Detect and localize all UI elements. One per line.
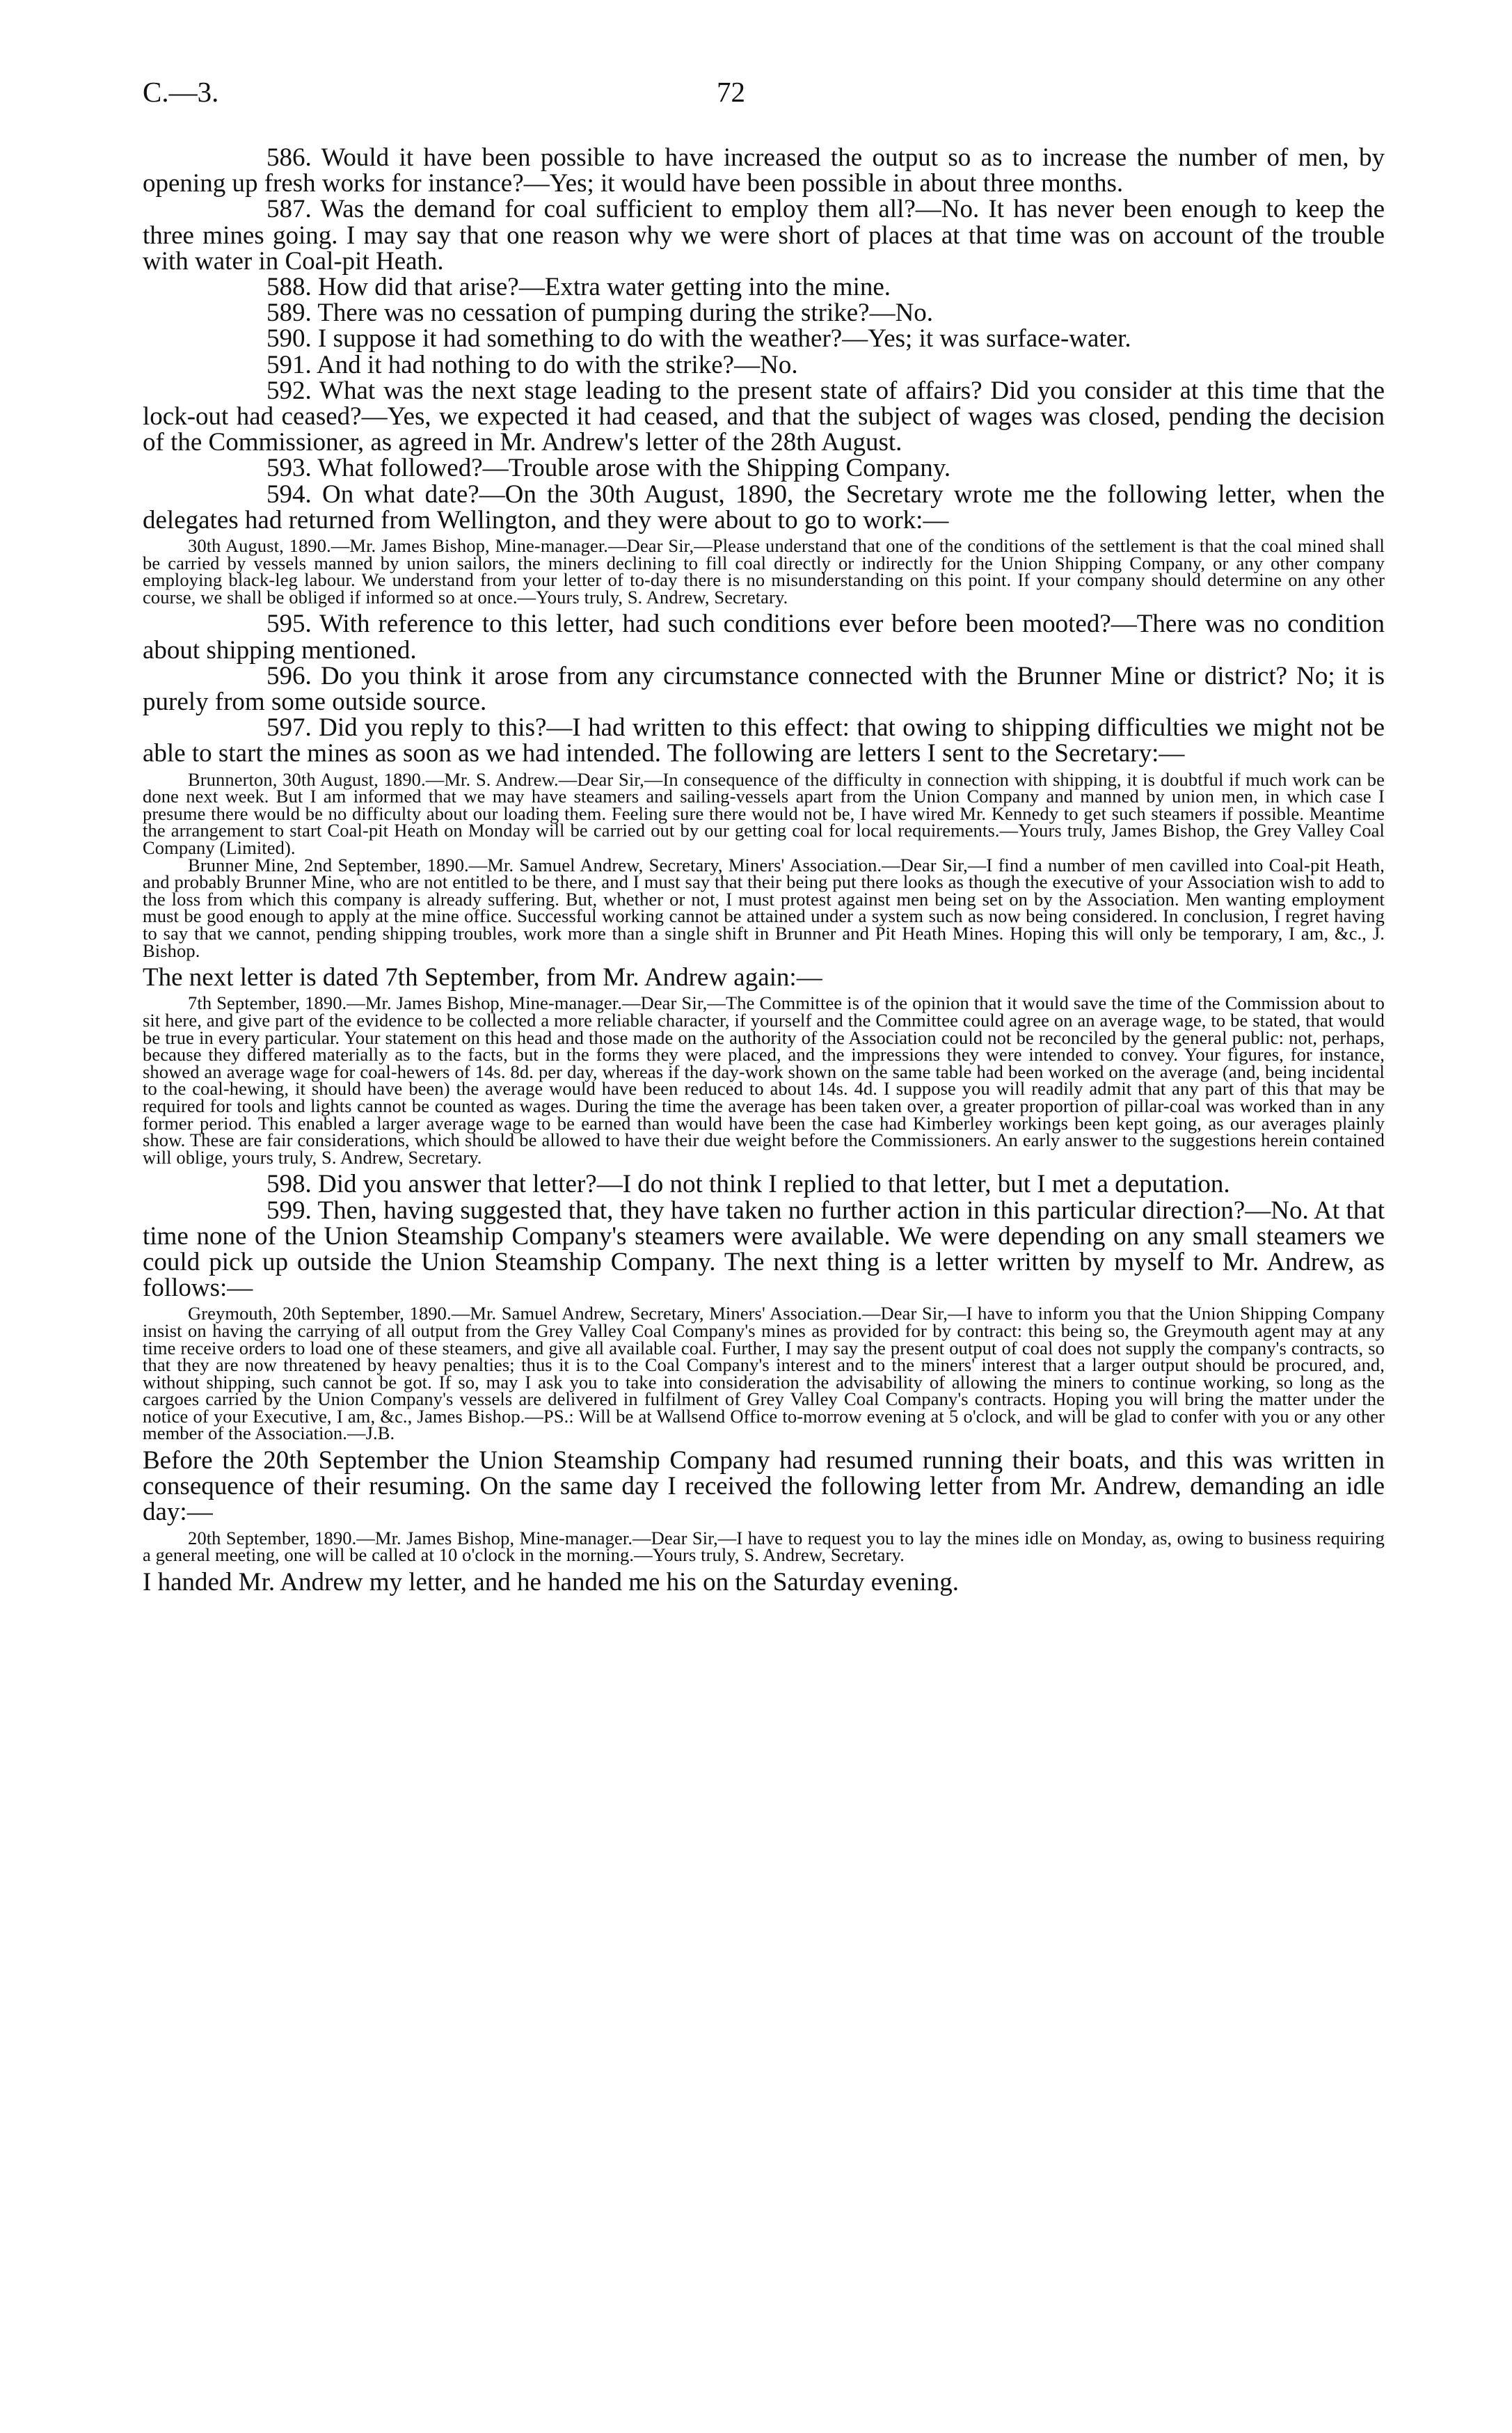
- letter-text: Greymouth, 20th September, 1890.—Mr. Samuel Andrew, Secretary, Miners' Association.—Dear Sir,—I have to inform you that the Union Shipping Company insist on having the carrying of all output from the Grey Valley Coal Company's mines as provided for by contract: this being so, the Greymouth agent may at any time receive orders to load one of these steamers, and give all available coal. Further, I may say the present output of coal does not supply the company's contracts, so that they are now threatened by heavy penalties; thus it is to the Coal Company's interest and to the miners' interest that a larger output should be procured, and, without shipping, such cannot be got. If so, may I ask you to take into consideration the advisability of allowing the miners to continue working, so long as the cargoes carried by the Union Company's vessels are delivered in fulfilment of Grey Valley Coal Company's contracts. Hoping you will bring the matter under the notice of your Executive, I am, &c., James Bishop.—PS.: Will be at Wallsend Office to-morrow evening at 5 o'clock, and will be glad to confer with you or any other member of the Association.—J.B.: [143, 1303, 1385, 1444]
- letter-text: 20th September, 1890.—Mr. James Bishop, Mine-manager.—Dear Sir,—I have to request you to lay the mines idle on Monday, as, owing to business requiring a general meeting, one will be called at 10 o'clock in the morning.—Yours truly, S. Andrew, Secretary.: [143, 1527, 1385, 1566]
- question-587: 587. Was the demand for coal sufficient to employ them all?—No. It has never been enough to keep the three mines going. I may say that one reason why we were short of places at that time was on account of the trouble with water in Coal-pit Heath.: [143, 195, 1385, 276]
- question-590: 590. I suppose it had something to do with the weather?—Yes; it was surface-water.: [266, 324, 1131, 354]
- question-591: 591. And it had nothing to do with the strike?—No.: [266, 350, 798, 379]
- letter-30-august-bishop: [143, 768, 1385, 961]
- question-594: 594. On what date?—On the 30th August, 1890, the Secretary wrote me the following letter, when the delegates had returned from Wellington, and they were about to go to work:—: [143, 480, 1385, 534]
- letter-text: Brunnerton, 30th August, 1890.—Mr. S. Andrew.—Dear Sir,—In consequence of the difficulty in connection with shipping, it is doubtful if much work can be done next week. But I am informed that we may have steamers and sailing-vessels apart from the Union Company and manned by union men, in which case I presume there would be no difficulty about our loading them. Feeling sure there would not be, I have wired Mr. Kennedy to get such steamers if possible. Meantime the arrangement to start Coal-pit Heath on Monday will be carried out by our getting coal for local requirements.—Yours truly, James Bishop, the Grey Valley Coal Company (Limited).: [143, 768, 1385, 859]
- letter-20-september-bishop: [143, 1305, 1385, 1442]
- document-code: C.—3.: [143, 76, 219, 108]
- question-588: 588. How did that arise?—Extra water getting into the mine.: [266, 273, 891, 302]
- question-599: 599. Then, having suggested that, they have taken no further action in this particular direction?—No. At that time none of the Union Steamship Company's steamers were available. We were depending on any small steamers we could pick up outside the Union Steamship Company. The next thing is a letter written by myself to Mr. Andrew, as follows:—: [143, 1196, 1385, 1303]
- question-597: 597. Did you reply to this?—I had written to this effect: that owing to shipping difficulties we might not be able to start the mines as soon as we had intended. The following are letters I sent to the Secretary:—: [143, 713, 1385, 768]
- question-586: 586. Would it have been possible to have increased the output so as to increase the number of men, by opening up fresh works for instance?—Yes; it would have been possible in about three months.: [143, 143, 1385, 198]
- narrative-text: Before the 20th September the Union Steamship Company had resumed running their boats, and this was written in consequence of their resuming. On the same day I received the following letter from Mr. Andrew, demanding an idle day:—: [143, 1446, 1385, 1527]
- question-592: 592. What was the next stage leading to the present state of affairs? Did you consider at this time that the lock-out had ceased?—Yes, we expected it had ceased, and that the subject of wages was closed, pending the decision of the Commissioner, as agreed in Mr. Andrew's letter of the 28th August.: [143, 376, 1385, 457]
- letter-20-september-andrew: [143, 1527, 1385, 1566]
- question-589: 589. There was no cessation of pumping during the strike?—No.: [266, 299, 934, 328]
- narrative-text: The next letter is dated 7th September, from Mr. Andrew again:—: [143, 963, 822, 992]
- letter-text: Brunner Mine, 2nd September, 1890.—Mr. Samuel Andrew, Secretary, Miners' Association.—Dear Sir,—I find a number of men cavilled into Coal-pit Heath, and probably Brunner Mine, who are not entitled to be there, and I must say that their being put there looks as though the executive of your Association wish to add to the loss from which this company is already suffering. But, whether or not, I must protest against men being set on by the Association. Men wanting employment must be good enough to apply at the mine office. Successful working cannot be attained under a system such as now being considered. In conclusion, I regret having to say that we cannot, pending shipping troubles, work more than a single shift in Brunner and Pit Heath Mines. Hoping this will only be temporary, I am, &c., J. Bishop.: [143, 854, 1385, 961]
- page-number: 72: [717, 76, 745, 108]
- page-body: [143, 145, 1385, 1595]
- question-598: 598. Did you answer that letter?—I do not think I replied to that letter, but I met a deputation.: [266, 1170, 1230, 1199]
- letter-text: 7th September, 1890.—Mr. James Bishop, Mine-manager.—Dear Sir,—The Committee is of the opinion that it would save the time of the Commission about to sit here, and give part of the evidence to be collected a more reliable character, if yourself and the Committee could agree on an average wage, to be stated, that would be true in every particular. Your statement on this head and those made on the authority of the Association could not be reconciled by the general public: not, perhaps, because they differed materially as to the facts, but in the forms they were placed, and the impressions they were intended to convey. Your figures, for instance, showed an average wage for coal-hewers of 14s. 8d. per day, whereas if the day-work shown on the same table had been worked on the average (and, being incidental to the coal-hewing, it should have been) the average would have been reduced to about 14s. 4d. I suppose you will readily admit that any part of this that may be required for tools and lights cannot be counted as wages. During the time the average has been taken over, a greater proportion of pillar-coal was worked than in any former period. This enabled a larger average wage to be earned than would have been the case had Kimberley workings been kept going, as our averages plainly show. These are fair considerations, which should be allowed to have their due weight before the Commissioners. An early answer to the suggestions herein contained will oblige, yours truly, S. Andrew, Secretary.: [143, 992, 1385, 1168]
- question-596: 596. Do you think it arose from any circumstance connected with the Brunner Mine or district? No; it is purely from some outside source.: [143, 661, 1385, 717]
- narrative-text: I handed Mr. Andrew my letter, and he handed me his on the Saturday evening.: [143, 1567, 959, 1596]
- letter-text: 30th August, 1890.—Mr. James Bishop, Mine-manager.—Dear Sir,—Please understand that one of the conditions of the settlement is that the coal mined shall be carried by vessels manned by union sailors, the miners declining to fill coal directly or indirectly for the Union Shipping Company, or any other company employing black-leg labour. We understand from your letter of to-day there is no misunderstanding on this point. If your company should determine on any other course, we shall be obliged if informed so at once.—Yours truly, S. Andrew, Secretary.: [143, 535, 1385, 608]
- letter-7-september-andrew: [143, 994, 1385, 1166]
- letter-30-august-andrew: [143, 535, 1385, 608]
- question-595: 595. With reference to this letter, had such conditions ever before been mooted?—There was no condition about shipping mentioned.: [143, 610, 1385, 665]
- question-593: 593. What followed?—Trouble arose with the Shipping Company.: [266, 454, 951, 483]
